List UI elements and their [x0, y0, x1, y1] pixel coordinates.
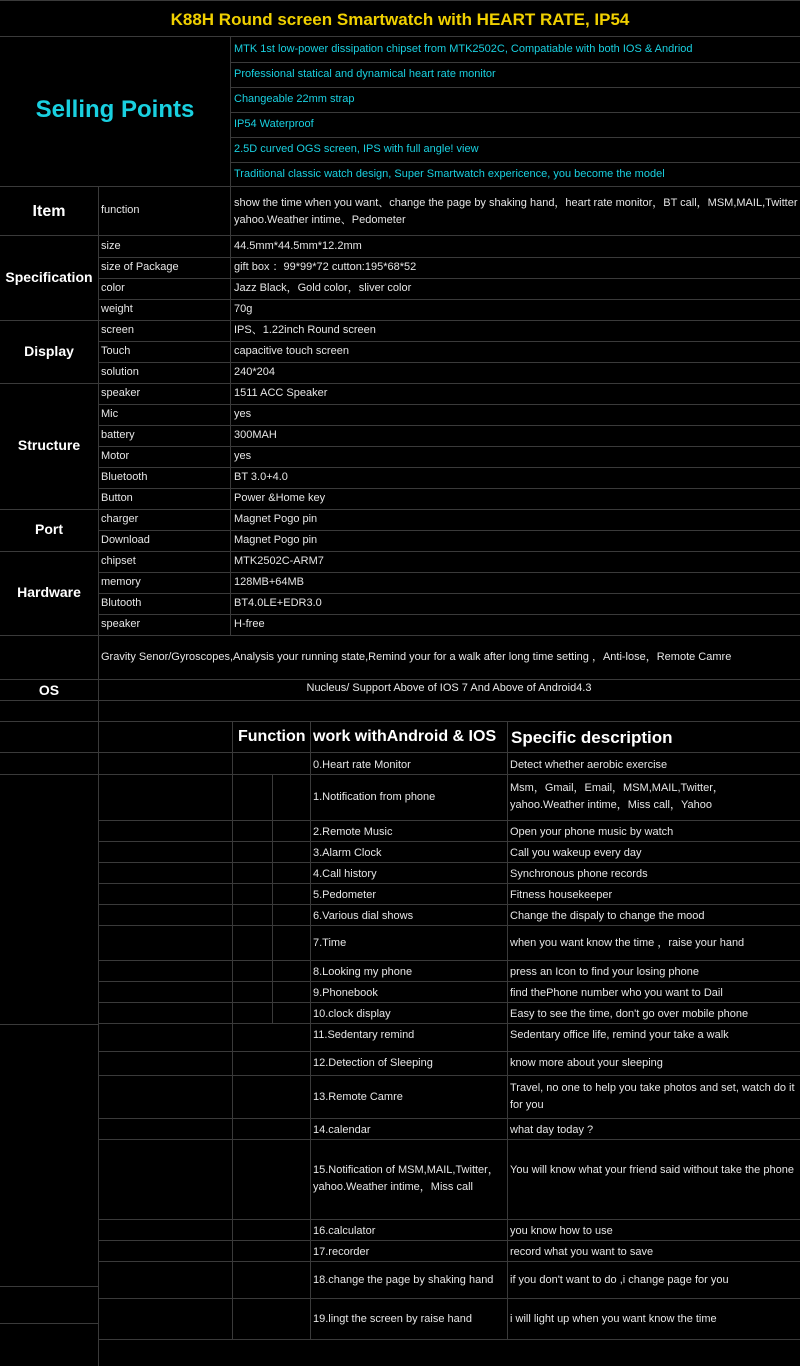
divider — [98, 341, 800, 342]
os-label: OS — [38, 682, 60, 698]
spec-category: Hardware — [17, 584, 81, 600]
spec-label: size of Package — [101, 261, 179, 273]
spec-value: MTK2502C-ARM7 — [234, 555, 324, 567]
divider — [98, 614, 800, 615]
divider — [98, 278, 800, 279]
divider — [272, 774, 273, 1024]
function-description: you know how to use — [510, 1225, 613, 1237]
divider — [230, 112, 800, 113]
spec-label: chipset — [101, 555, 136, 567]
spec-value: Magnet Pogo pin — [234, 534, 318, 546]
function-description: Call you wakeup every day — [510, 847, 642, 859]
divider — [98, 530, 800, 531]
spec-value: 240*204 — [234, 366, 275, 378]
function-name: 13.Remote Camre — [313, 1090, 403, 1103]
function-name: 17.recorder — [313, 1246, 370, 1258]
function-name: 18.change the page by shaking hand — [313, 1273, 494, 1286]
divider — [0, 509, 800, 510]
divider — [98, 236, 99, 679]
function-description: Sedentary office life, remind your take a walk — [510, 1029, 729, 1041]
spec-label: Bluetooth — [101, 471, 148, 483]
divider — [98, 299, 800, 300]
divider — [98, 467, 800, 468]
spec-label: battery — [101, 429, 135, 441]
divider — [98, 593, 800, 594]
function-name: 14.calendar — [313, 1124, 371, 1136]
divider — [98, 1298, 800, 1299]
divider — [310, 721, 311, 1339]
function-description: if you don't want to do ,i change page for you — [510, 1273, 729, 1286]
work-with-header: work withAndroid & IOS — [313, 728, 497, 745]
function-description: Msm，Gmail，Email，MSM,MAIL,Twitter， yahoo.Weather intime，Miss call，Yahoo — [510, 782, 724, 811]
divider — [98, 1240, 800, 1241]
spec-value: yes — [234, 450, 252, 462]
sensor-note: Gravity Senor/Gyroscopes,Analysis your running state,Remind your for a walk after long time setting ，Anti-lose，Remote Camre — [101, 651, 732, 663]
spec-value: Magnet Pogo pin — [234, 513, 318, 525]
function-name: 0.Heart rate Monitor — [313, 759, 411, 771]
function-description: Detect whether aerobic exercise — [510, 759, 668, 771]
spec-value: Power &Home key — [234, 492, 326, 504]
divider — [98, 1075, 800, 1076]
divider — [98, 1339, 800, 1340]
spec-value: H-free — [234, 618, 265, 630]
spec-value: 128MB+64MB — [234, 576, 305, 588]
function-description: Travel, no one to help you take photos and set, watch do it for you — [510, 1081, 795, 1111]
function-description: what day today ? — [510, 1124, 594, 1136]
divider — [98, 981, 800, 982]
spec-value: 300MAH — [234, 429, 277, 441]
divider — [98, 1261, 800, 1262]
title-bar — [0, 0, 800, 37]
item-value: show the time when you want、change the page by shaking hand，heart rate monitor，BT call，MSM,MAIL,Twitter yahoo.Weather intime、Pedometer — [234, 197, 798, 226]
function-description: Change the dispaly to change the mood — [510, 910, 705, 922]
divider — [0, 1323, 98, 1324]
function-name: 2.Remote Music — [313, 826, 393, 838]
function-name: 10.clock display — [313, 1008, 391, 1020]
function-description: Fitness housekeeper — [510, 889, 613, 901]
spec-category: Port — [35, 521, 63, 537]
function-name: 3.Alarm Clock — [313, 847, 382, 859]
function-name: 9.Phonebook — [313, 987, 378, 999]
divider — [230, 236, 231, 635]
divider — [98, 572, 800, 573]
divider — [0, 635, 800, 636]
spec-value: Jazz Black，Gold color，sliver color — [234, 282, 412, 294]
divider — [230, 162, 800, 163]
divider — [230, 186, 231, 235]
spec-category: Structure — [17, 437, 81, 453]
divider — [98, 446, 800, 447]
divider — [0, 320, 800, 321]
divider — [230, 87, 800, 88]
divider — [98, 425, 800, 426]
divider — [98, 904, 800, 905]
spec-value: 70g — [234, 303, 253, 315]
function-name: 4.Call history — [313, 868, 377, 880]
function-description: Synchronous phone records — [510, 868, 648, 880]
divider — [98, 257, 800, 258]
function-description: find thePhone number who you want to Dail — [510, 987, 723, 999]
divider — [98, 404, 800, 405]
selling-points-heading: Selling Points — [35, 96, 195, 123]
divider — [98, 820, 800, 821]
divider — [0, 551, 800, 552]
divider — [98, 960, 800, 961]
spec-value: capacitive touch screen — [234, 345, 349, 357]
divider — [232, 721, 233, 1339]
description-header: Specific description — [511, 728, 673, 747]
selling-point: IP54 Waterproof — [234, 118, 314, 130]
divider — [98, 862, 800, 863]
divider — [98, 1051, 800, 1052]
os-value: Nucleus/ Support Above of IOS 7 And Above of Android4.3 — [306, 682, 592, 694]
spec-label: speaker — [101, 618, 141, 630]
divider — [0, 383, 800, 384]
divider — [98, 362, 800, 363]
spec-value: BT 3.0+4.0 — [234, 471, 288, 483]
spec-value: 1511 ACC Speaker — [234, 387, 328, 399]
selling-point: 2.5D curved OGS screen, IPS with full angle! view — [234, 143, 479, 155]
spec-label: weight — [101, 303, 133, 315]
function-name: 7.Time — [313, 936, 347, 949]
divider — [0, 1286, 98, 1287]
function-name: 16.calculator — [313, 1225, 376, 1237]
function-name: 12.Detection of Sleeping — [313, 1057, 433, 1069]
divider — [98, 883, 800, 884]
selling-point: MTK 1st low-power dissipation chipset from MTK2502C, Compatiable with both IOS & Andriod — [234, 43, 693, 55]
function-header: Function — [238, 728, 306, 745]
spec-label: solution — [101, 366, 139, 378]
spec-label: Blutooth — [101, 597, 142, 609]
divider — [98, 488, 800, 489]
spec-label: charger — [101, 513, 139, 525]
divider — [230, 62, 800, 63]
spec-label: Download — [101, 534, 150, 546]
divider — [230, 137, 800, 138]
function-name: 11.Sedentary remind — [313, 1029, 415, 1041]
function-name: 8.Looking my phone — [313, 966, 413, 978]
divider — [98, 1002, 800, 1003]
function-name: 19.lingt the screen by raise hand — [313, 1312, 472, 1325]
function-description: You will know what your friend said without take the phone — [510, 1164, 794, 1176]
divider — [98, 841, 800, 842]
divider — [98, 1118, 800, 1119]
spec-value: gift box ：99*99*72 cutton:195*68*52 — [234, 261, 417, 273]
spec-value: yes — [234, 408, 252, 420]
divider — [98, 774, 800, 775]
spec-label: Mic — [101, 408, 119, 420]
function-description: i will light up when you want know the time — [510, 1312, 717, 1325]
function-description: Open your phone music by watch — [510, 826, 674, 838]
divider — [98, 925, 800, 926]
item-label: function — [101, 204, 140, 216]
spec-label: color — [101, 282, 125, 294]
function-description: when you want know the time ，raise your hand — [510, 936, 745, 949]
function-name: 1.Notification from phone — [313, 791, 436, 803]
spec-value: 44.5mm*44.5mm*12.2mm — [234, 240, 362, 252]
divider — [98, 1023, 800, 1024]
selling-point: Traditional classic watch design, Super Smartwatch expericence, you become the model — [234, 168, 665, 180]
function-description: press an Icon to find your losing phone — [510, 966, 699, 978]
function-name: 15.Notification of MSM,MAIL,Twitter， yahoo.Weather intime，Miss call — [313, 1164, 499, 1193]
divider — [98, 1219, 800, 1220]
spec-value: IPS、1.22inch Round screen — [234, 324, 376, 336]
item-category: Item — [32, 203, 66, 220]
divider — [98, 186, 99, 235]
function-description: know more about your sleeping — [510, 1057, 663, 1069]
divider — [98, 1139, 800, 1140]
spec-value: BT4.0LE+EDR3.0 — [234, 597, 322, 609]
function-description: record what you want to save — [510, 1246, 654, 1258]
spec-label: Motor — [101, 450, 130, 462]
spec-category: Specification — [5, 269, 93, 285]
spec-label: Button — [101, 492, 133, 504]
selling-point: Changeable 22mm strap — [234, 93, 355, 105]
selling-point: Professional statical and dynamical heart rate monitor — [234, 68, 496, 80]
page-title: K88H Round screen Smartwatch with HEART RATE, IP54 — [170, 10, 630, 29]
spec-category: Display — [24, 342, 74, 359]
spec-label: Touch — [101, 345, 131, 357]
function-description: Easy to see the time, don't go over mobile phone — [510, 1008, 749, 1020]
divider — [0, 774, 98, 775]
spec-label: size — [101, 240, 121, 252]
divider — [507, 721, 508, 1339]
function-name: 6.Various dial shows — [313, 910, 414, 922]
spec-label: screen — [101, 324, 135, 336]
function-name: 5.Pedometer — [313, 889, 376, 901]
spec-label: memory — [101, 576, 141, 588]
divider — [0, 1024, 98, 1025]
spec-label: speaker — [101, 387, 141, 399]
